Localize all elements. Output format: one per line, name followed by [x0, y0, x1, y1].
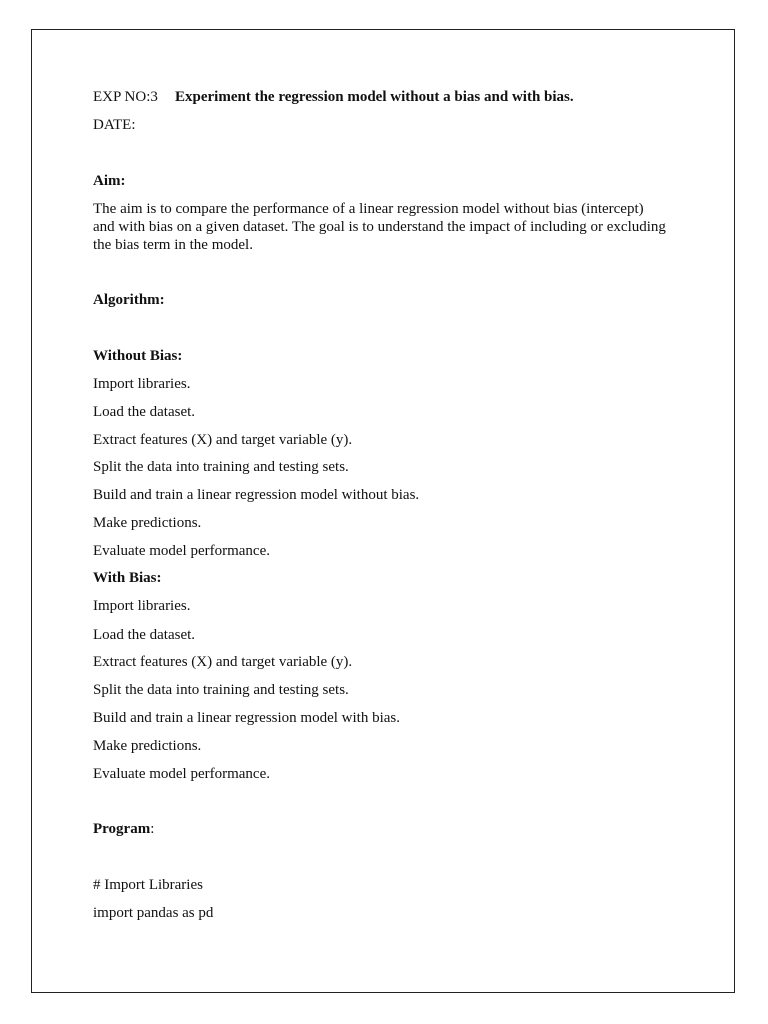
with-bias-step: Load the dataset.: [93, 627, 196, 643]
aim-heading: [93, 172, 126, 190]
program-heading-text: Program: [93, 821, 151, 837]
program-heading: [93, 820, 154, 838]
aim-heading-colon: :: [120, 173, 126, 189]
program-heading-colon: :: [150, 821, 155, 837]
with-bias-step: Extract features (X) and target variable (y).: [93, 654, 353, 670]
without-bias-step: Make predictions.: [93, 515, 202, 531]
page-border: [31, 29, 735, 993]
aim-paragraph: The aim is to compare the performance of a linear regression model without bias (intercept) and with bias on a given dataset. The goal is to understand the impact of including or excluding the bias term in the model.: [93, 201, 666, 253]
without-bias-step: Import libraries.: [93, 376, 191, 392]
with-bias-step: Split the data into training and testing sets.: [93, 682, 349, 698]
with-bias-step: Make predictions.: [93, 738, 202, 754]
without-bias-step: Evaluate model performance.: [93, 543, 270, 559]
exp-number: EXP NO:3: [93, 89, 158, 105]
without-bias-step: Split the data into training and testing sets.: [93, 459, 349, 475]
without-bias-step: Build and train a linear regression model without bias.: [93, 487, 420, 503]
with-bias-step: Evaluate model performance.: [93, 766, 270, 782]
without-bias-heading: Without Bias:: [93, 348, 183, 364]
with-bias-heading: With Bias:: [93, 570, 162, 586]
without-bias-step: Extract features (X) and target variable (y).: [93, 432, 353, 448]
code-line: import pandas as pd: [93, 905, 214, 921]
aim-heading-text: Aim: [93, 173, 121, 189]
experiment-header: [93, 88, 683, 106]
with-bias-step: Build and train a linear regression model with bias.: [93, 710, 401, 726]
algorithm-heading: Algorithm:: [93, 292, 165, 308]
with-bias-step: Import libraries.: [93, 598, 191, 614]
experiment-title: Experiment the regression model without a bias and with bias.: [175, 89, 574, 105]
date-label: DATE:: [93, 117, 136, 133]
code-line: # Import Libraries: [93, 877, 203, 893]
without-bias-step: Load the dataset.: [93, 404, 196, 420]
